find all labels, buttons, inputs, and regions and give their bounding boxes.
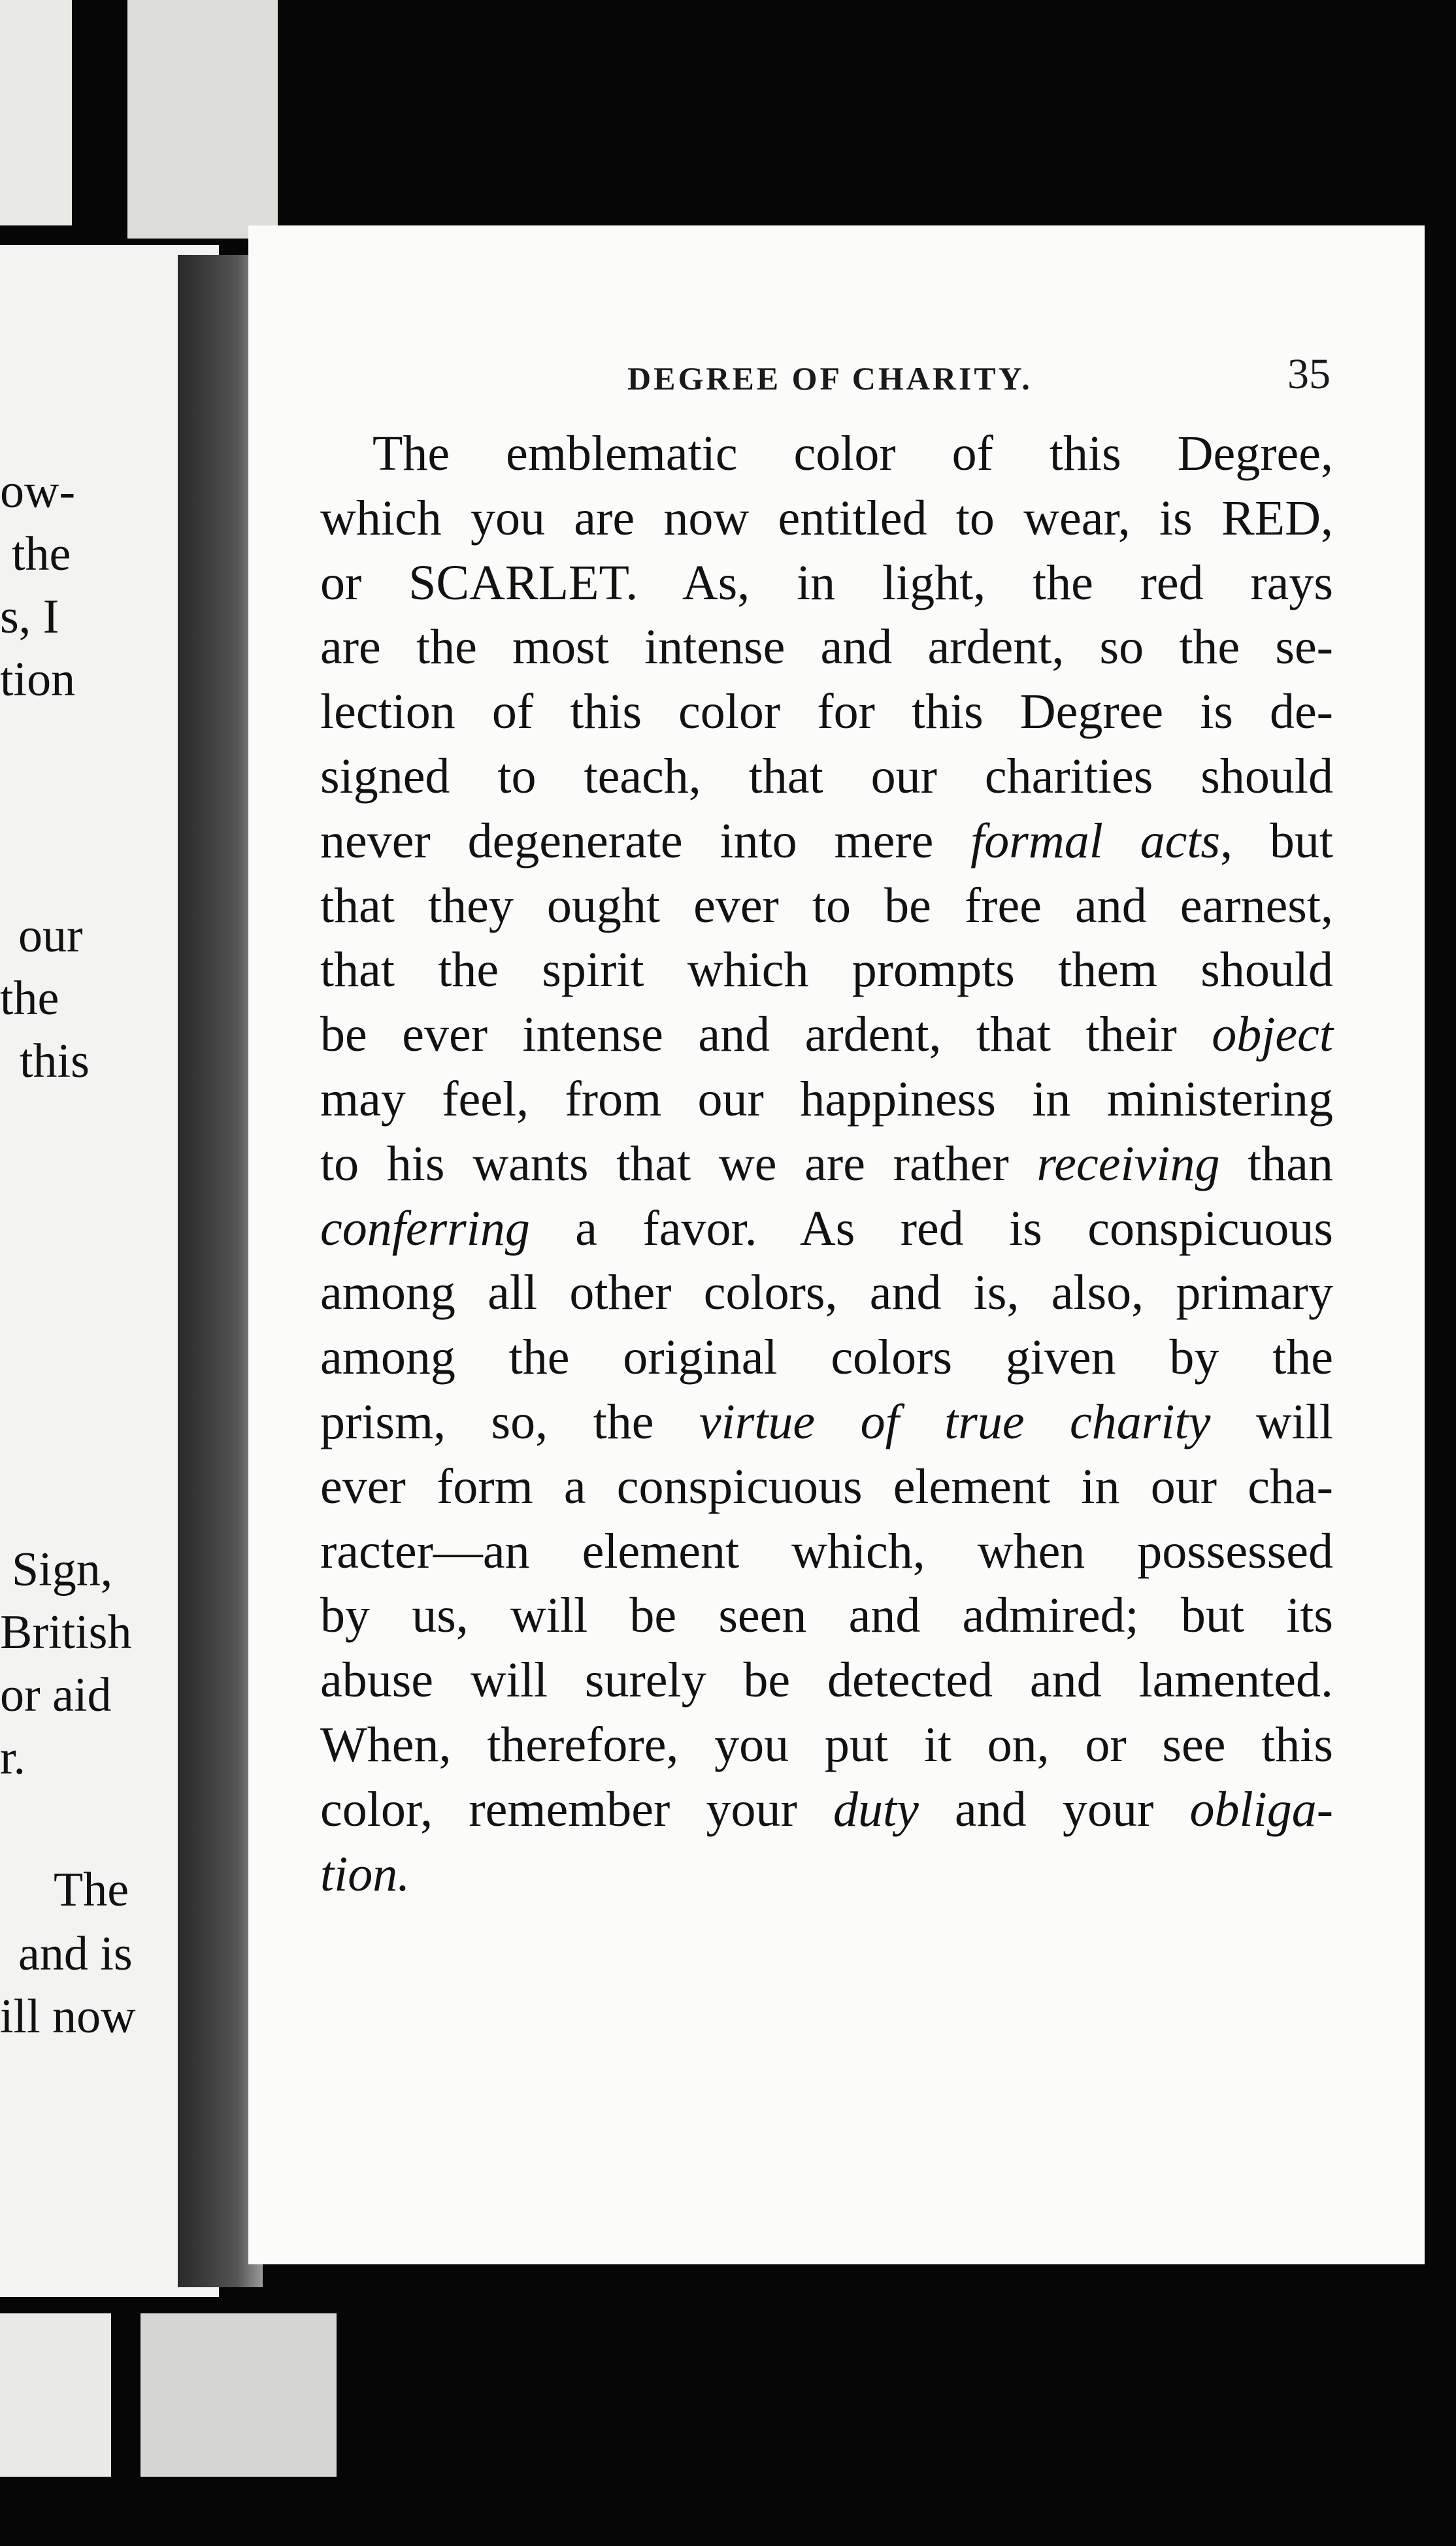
italic-phrase: virtue of true charity: [699, 1394, 1211, 1449]
facing-page-fragment: r.: [0, 1731, 26, 1785]
text-segment: signed to teach, that our charities should: [320, 748, 1333, 804]
text-line: [320, 1261, 1333, 1325]
text-segment: abuse will surely be detected and lamented.: [320, 1653, 1333, 1708]
italic-phrase: object: [1212, 1007, 1333, 1063]
italic-phrase: duty: [833, 1781, 919, 1837]
text-line: [320, 1648, 1333, 1713]
text-line: [320, 680, 1333, 744]
text-segment: lection of this color for this Degree is de-: [320, 684, 1333, 740]
text-line: [320, 1067, 1333, 1132]
text-segment: that the spirit which prompts them should: [320, 942, 1333, 998]
text-line: [320, 1325, 1333, 1390]
text-line: [320, 1455, 1333, 1519]
facing-page-fragment: tion: [0, 653, 76, 706]
text-segment: The emblematic color of this Degree,: [372, 426, 1333, 481]
facing-page-fragment: British: [0, 1606, 132, 1659]
text-segment: be ever intense and ardent, that their: [320, 1007, 1212, 1063]
paper-edge-bottom-left: [0, 2313, 111, 2477]
facing-page-fragment: this: [20, 1034, 90, 1088]
text-line: [320, 874, 1333, 938]
italic-phrase: obliga-: [1189, 1781, 1334, 1837]
text-line: [320, 809, 1333, 874]
text-segment: racter—an element which, when possessed: [320, 1523, 1333, 1579]
text-line: [320, 422, 1333, 486]
facing-page-fragment: ow-: [0, 465, 76, 518]
text-segment: never degenerate into mere: [320, 813, 971, 868]
body-text: [320, 422, 1333, 1906]
text-line: [320, 1583, 1333, 1648]
text-line: [320, 615, 1333, 680]
text-segment: or SCARLET. As, in light, the red rays: [320, 555, 1333, 610]
text-segment: color, remember your: [320, 1781, 834, 1837]
facing-page-fragment: s, I: [0, 590, 59, 644]
text-line: [320, 1390, 1333, 1455]
facing-page-fragment: Sign,: [12, 1543, 113, 1596]
paper-edge-top-left: [0, 0, 72, 225]
text-line: [320, 1197, 1333, 1261]
text-line: [320, 551, 1333, 616]
text-line: [320, 1842, 1333, 1907]
text-line: [320, 938, 1333, 1002]
facing-page-fragment: ill now: [0, 1990, 136, 2043]
paper-edge-bottom-inner: [141, 2313, 337, 2477]
text-line: [320, 1132, 1333, 1197]
running-head: DEGREE OF CHARITY.: [627, 360, 1033, 397]
italic-phrase: formal acts: [970, 813, 1221, 868]
text-segment: may feel, from our happiness in ministering: [320, 1071, 1333, 1127]
text-segment: a favor. As red is conspicuous: [529, 1200, 1333, 1256]
italic-phrase: receiving: [1036, 1136, 1220, 1191]
italic-phrase: tion.: [320, 1846, 410, 1902]
text-segment: by us, will be seen and admired; but its: [320, 1588, 1333, 1644]
text-segment: prism, so, the: [320, 1394, 699, 1449]
text-segment: , but: [1220, 813, 1333, 868]
text-segment: that they ought ever to be free and earnest,: [320, 878, 1333, 933]
page-number: 35: [1287, 350, 1331, 398]
text-line: [320, 1713, 1333, 1777]
facing-page-fragment: or aid: [0, 1668, 112, 1722]
text-line: [320, 1777, 1333, 1842]
text-line: [320, 744, 1333, 809]
text-segment: ever form a conspicuous element in our cha-: [320, 1459, 1333, 1514]
facing-page-fragment: and is: [18, 1927, 133, 1981]
text-segment: will: [1210, 1394, 1333, 1449]
text-segment: are the most intense and ardent, so the se-: [320, 620, 1333, 675]
main-page: [248, 225, 1425, 2264]
facing-page-fragment: our: [18, 909, 83, 963]
text-line: [320, 1002, 1333, 1067]
text-segment: than: [1219, 1136, 1333, 1191]
text-segment: When, therefore, you put it on, or see this: [320, 1717, 1333, 1772]
text-segment: among the original colors given by the: [320, 1330, 1333, 1385]
paper-edge-top-inner: [127, 0, 278, 239]
facing-page-fragment: the: [0, 972, 59, 1025]
text-segment: and your: [918, 1781, 1190, 1837]
text-segment: which you are now entitled to wear, is RED,: [320, 490, 1333, 546]
text-line: [320, 486, 1333, 551]
text-line: [320, 1519, 1333, 1584]
text-segment: among all other colors, and is, also, primary: [320, 1265, 1333, 1321]
facing-page-fragment: The: [54, 1863, 129, 1917]
text-segment: to his wants that we are rather: [320, 1136, 1037, 1191]
facing-page-fragment: the: [12, 527, 71, 581]
italic-phrase: conferring: [320, 1200, 530, 1256]
